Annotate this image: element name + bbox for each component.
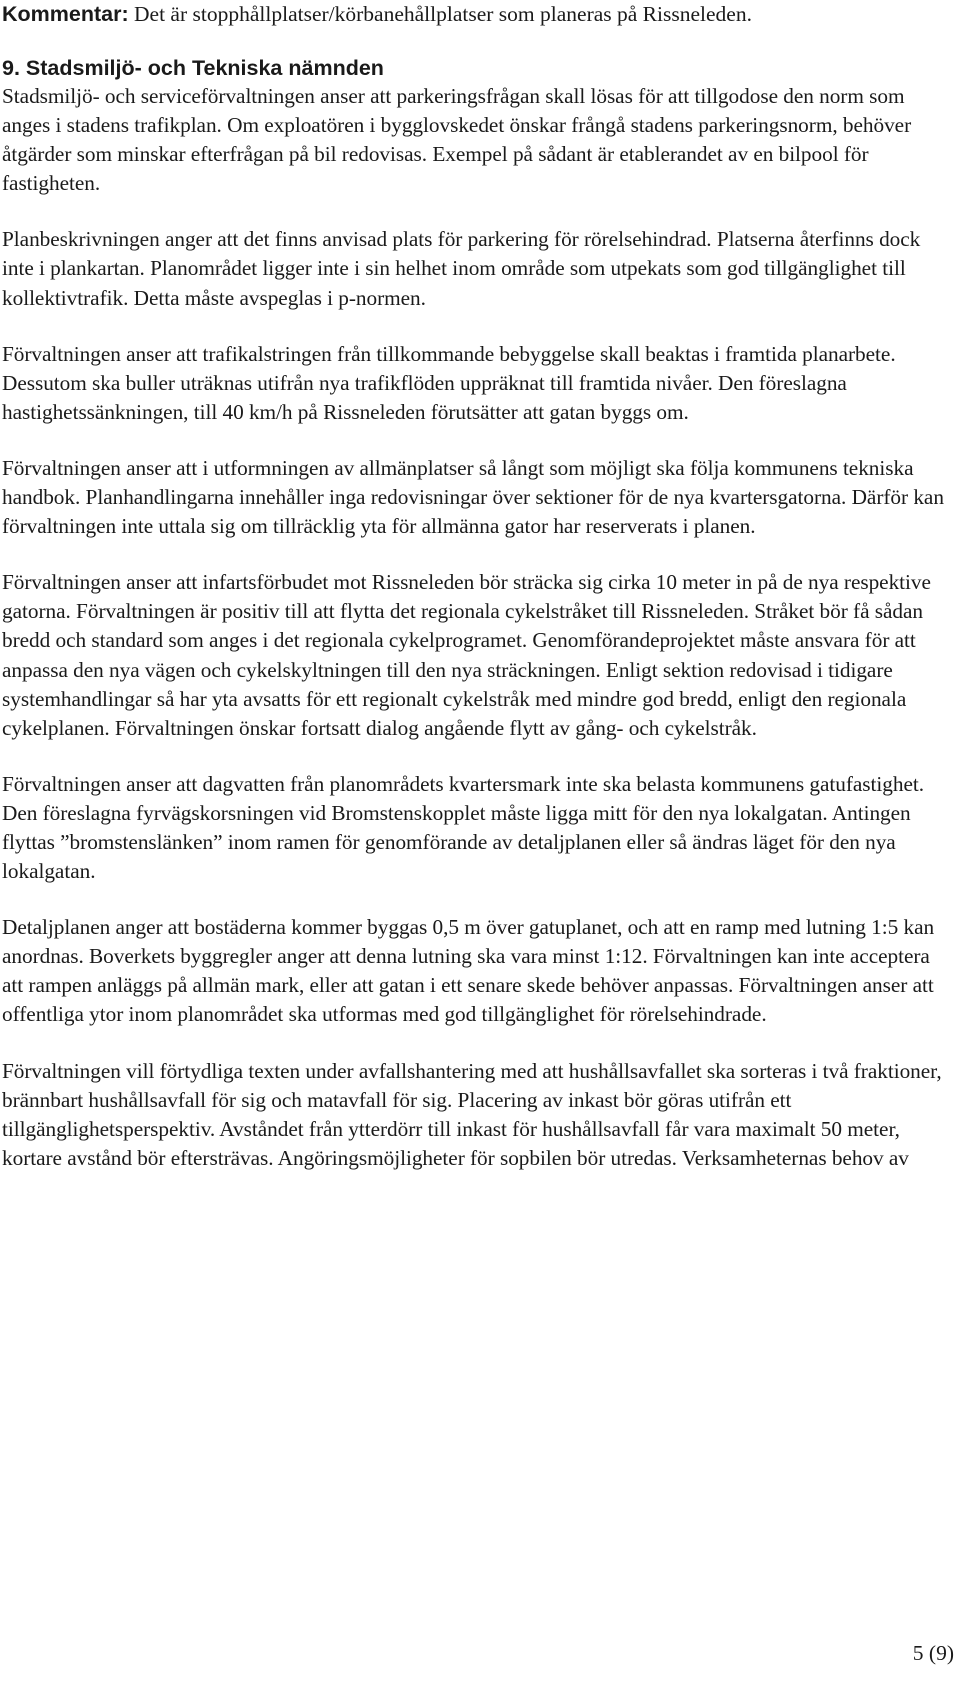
comment-text: Det är stopphållplatser/körbanehållplatser som planeras på Rissneleden. bbox=[128, 2, 752, 26]
section-heading: 9. Stadsmiljö- och Tekniska nämnden bbox=[2, 56, 384, 80]
paragraph: Förvaltningen vill förtydliga texten under avfallshantering med att hushållsavfallet ska sorteras i två fraktioner, brännbart hushållsavfall för sig och matavfall för sig. Placering av inkast bör göras utifrån ett tillgänglighetsperspektiv. Avståndet från ytterdörr till inkast för hushållsavfall får vara maximalt 50 meter, kortare avstånd bör eftersträvas. Angöringsmöjligheter för sopbilen bör utredas. Verksamheternas behov av bbox=[2, 1058, 942, 1170]
paragraph: Förvaltningen anser att infartsförbudet mot Rissneleden bör sträcka sig cirka 10 meter in på de nya respektive gatorna. Förvaltningen är positiv till att flytta det regionala cykelstråket till Rissneleden. Stråket bör få sådan bredd och standard som anges i det regionala cykelprogramet. Genomförandeprojektet måste ansvara för att anpassa den nya vägen och cykelskyltningen till den nya sträckningen. Enligt sektion redovisad i tidigare systemhandlingar så har yta avsatts för ett regionalt cykelstråk med mindre god bredd, enligt den regionala cykelplanen. Förvaltningen önskar fortsatt dialog angående flytt av gång- och cykelstråk. bbox=[2, 570, 931, 740]
paragraph: Stadsmiljö- och serviceförvaltningen anser att parkeringsfrågan skall lösas för att tillgodose den norm som anges i stadens trafikplan. Om exploatören i bygglovskedet önskar frångå stadens parkeringsnorm, behöver åtgärder som minskar efterfrågan på bil redovisas. Exempel på sådant är etablerandet av en bilpool för fastigheten. bbox=[2, 84, 912, 196]
document-body bbox=[2, 0, 952, 1200]
paragraph: Förvaltningen anser att trafikalstringen från tillkommande bebyggelse skall beaktas i framtida planarbete. Dessutom ska buller uträknas utifrån nya trafikflöden uppräknat till framtida nivåer. Den föreslagna hastighetssänkningen, till 40 km/h på Rissneleden förutsätter att gatan byggs om. bbox=[2, 341, 896, 424]
paragraph: Planbeskrivningen anger att det finns anvisad plats för parkering för rörelsehindrad. Platserna återfinns dock inte i plankartan. Planområdet ligger inte i sin helhet inom område som utpekats som god tillgänglighet till kollektivtrafik. Detta måste avspeglas i p-normen. bbox=[2, 227, 921, 310]
paragraph: Förvaltningen anser att dagvatten från planområdets kvartersmark inte ska belasta kommunens gatufastighet. Den föreslagna fyrvägskorsningen vid Bromstenskopplet måste ligga mitt för den nya lokalgatan. Antingen flyttas ”bromstenslänken” inom ramen för genomförande av detaljplanen eller så ändras läget för den nya lokalgatan. bbox=[2, 771, 925, 884]
page-number: 5 (9) bbox=[912, 1641, 954, 1665]
comment bbox=[2, 0, 952, 29]
paragraph: Förvaltningen anser att i utformningen av allmänplatser så långt som möjligt ska följa kommunens tekniska handbok. Planhandlingarna innehåller inga redovisningar över sektioner för de nya kvartersgatorna. Därför kan förvaltningen inte uttala sig om tillräcklig yta för allmänna gator har reserverats i planen. bbox=[2, 455, 944, 539]
comment-label: Kommentar: bbox=[2, 2, 129, 26]
paragraph: Detaljplanen anger att bostäderna kommer byggas 0,5 m över gatuplanet, och att en ramp med lutning 1:5 kan anordnas. Boverkets byggregler anger att denna lutning ska vara minst 1:12. Förvaltningen kan inte acceptera att rampen anläggs på allmän mark, eller att gatan i ett senare skede behöver anpassas. Förvaltningen anser att offentliga ytor inom planområdet ska utformas med god tillgänglighet för rörelsehindrade. bbox=[2, 915, 935, 1027]
